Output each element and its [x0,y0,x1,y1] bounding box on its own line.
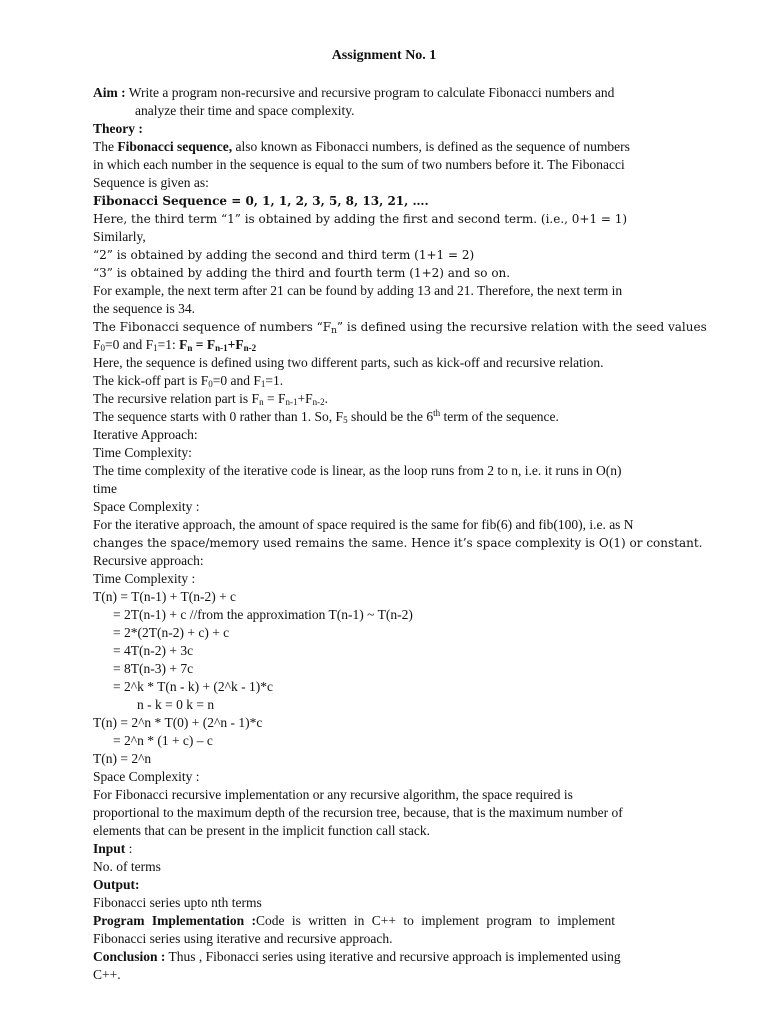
sequence-line: Fibonacci Sequence = 0, 1, 1, 2, 3, 5, 8, 13, 21, …. [93,194,429,208]
recursive-space-line-3: elements that can be present in the implicit function call stack. [93,823,431,838]
relation-line-1: The Fibonacci sequence of numbers “$F_n$” is defined using the recursive relation with the seed values [93,320,707,336]
definition-line-2: in which each number in the sequence is equal to the sum of two numbers before it. The Fibonacci [93,157,625,172]
derivation-line: T(n) = 2^n [93,751,152,766]
example-line-2: the sequence is 34. [93,301,195,316]
derivation-line: = 2^k * T(n - k) + (2^k - 1)*c [113,679,273,694]
theory-heading: Theory : [93,121,143,136]
definition-line-3: Sequence is given as: [93,175,209,190]
assignment-title: Assignment No. 1 [331,48,437,63]
derivation-line: = 4T(n-2) + 3c [113,643,194,658]
recursive-part-line: The recursive relation part is $F_n = F_{n-1}+F_{n-2}$. [93,391,328,407]
relation-line-2: $F_0=0$ and $F_1=1$: $F_n = F_{n-1}+F_{n-2}$ [93,337,257,353]
iterative-time-line-2: time [93,481,117,496]
derivation-line: = 8T(n-3) + 7c [113,661,194,676]
iterative-time-line-1: The time complexity of the iterative code is linear, as the loop runs from 2 to n, i.e. it runs in O(n) [93,463,622,478]
third-fourth-term-line: “3” is obtained by adding the third and fourth term (1+2) and so on. [93,266,511,280]
implementation-line-2: Fibonacci series using iterative and recursive approach. [93,931,393,946]
aim-line: Aim : Write a program non-recursive and recursive program to calculate Fibonacci numbers and [93,85,615,100]
derivation-line: = 2T(n-1) + c //from the approximation T(n-1) ~ T(n-2) [113,607,413,622]
kickoff-line: The kick-off part is $F_0=0$ and $F_1=1$. [93,373,284,389]
recursive-formula: $F_n = F_{n-1}+F_{n-2}$ [179,337,257,353]
recursive-approach-heading: Recursive approach: [93,553,204,568]
aim-line-2: analyze their time and space complexity. [135,103,355,118]
output-heading: Output: [93,877,140,892]
third-term-line: Here, the third term “1” is obtained by adding the first and second term. (i.e., 0+1 = 1) [93,212,628,226]
two-parts-line: Here, the sequence is defined using two different parts, such as kick-off and recursive relation. [93,355,604,370]
iterative-space-line-2: changes the space/memory used remains the same. Hence it’s space complexity is O(1) or constant. [93,536,703,550]
second-third-term-line: “2” is obtained by adding the second and third term (1+1 = 2) [93,248,475,262]
example-line-1: For example, the next term after 21 can be found by adding 13 and 21. Therefore, the next term in [93,283,623,298]
conclusion-line-1: Conclusion : Thus , Fibonacci series using iterative and recursive approach is implemented using [93,949,621,964]
recursive-space-heading: Space Complexity : [93,769,200,784]
derivation-line: T(n) = T(n-1) + T(n-2) + c [93,589,237,604]
iterative-approach-heading: Iterative Approach: [93,427,198,442]
iterative-space-heading: Space Complexity : [93,499,200,514]
input-heading: Input : [93,841,133,856]
document-body [93,84,707,984]
sequence-start-line: The sequence starts with 0 rather than 1. So, $F_5$ should be the 6th term of the sequence. [93,408,559,425]
conclusion-line-2: C++. [93,967,121,982]
input-value: No. of terms [93,859,161,874]
derivation-line: = 2*(2T(n-2) + c) + c [113,625,230,640]
derivation-line: T(n) = 2^n * T(0) + (2^n - 1)*c [93,715,263,730]
iterative-space-line-1: For the iterative approach, the amount of space required is the same for fib(6) and fib(100), i.e. as N [93,517,634,532]
derivation-line: n - k = 0 k = n [137,697,215,712]
iterative-time-heading: Time Complexity: [93,445,192,460]
recursive-space-line-1: For Fibonacci recursive implementation or any recursive algorithm, the space required is [93,787,573,802]
output-value: Fibonacci series upto nth terms [93,895,262,910]
implementation-line-1: Program Implementation :Code is written in C++ to implement program to implement [93,913,616,928]
recursive-time-heading: Time Complexity : [93,571,196,586]
derivation-line: = 2^n * (1 + c) – c [113,733,213,748]
similarly-line: Similarly, [93,229,146,244]
recursive-space-line-2: proportional to the maximum depth of the recursion tree, because, that is the maximum number of [93,805,623,820]
aim-label: Aim : [93,85,126,100]
definition-line-1: The Fibonacci sequence, also known as Fibonacci numbers, is defined as the sequence of numbers [93,139,630,154]
